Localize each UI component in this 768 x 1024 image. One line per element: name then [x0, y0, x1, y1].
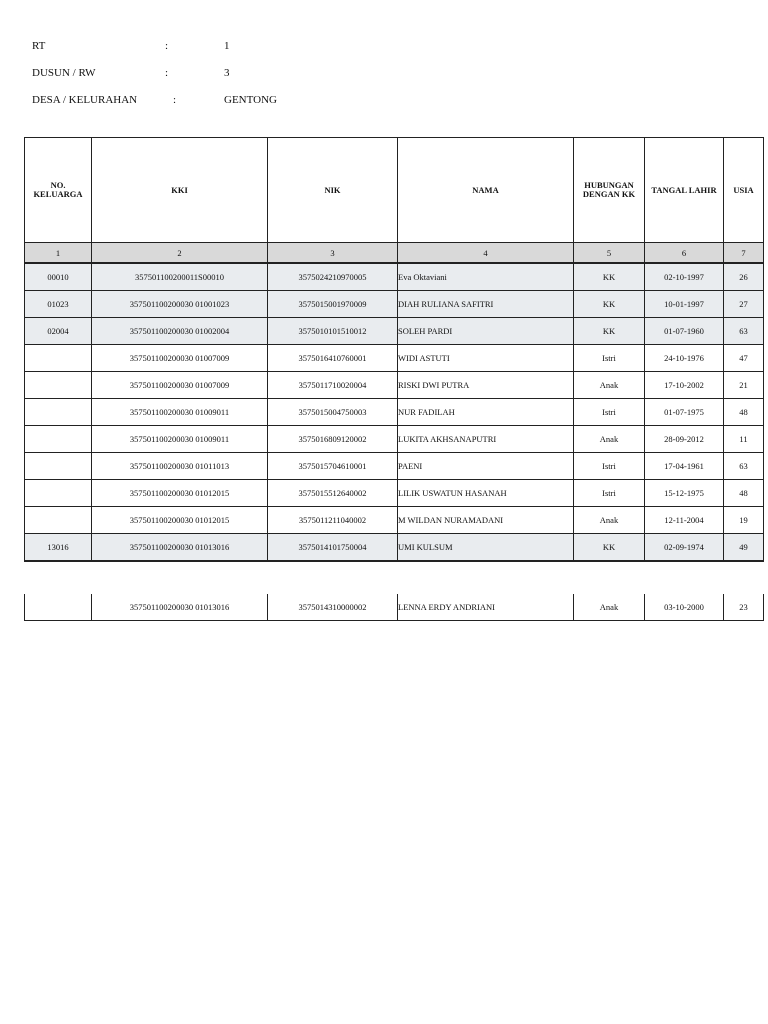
- cell-nik: 3575024210970005: [268, 263, 398, 291]
- rt-label: RT: [32, 40, 46, 52]
- cell-usia: 27: [724, 291, 764, 318]
- dusun-label: DUSUN / RW: [32, 67, 96, 79]
- col-number: 3: [268, 243, 398, 264]
- cell-nama: LUKITA AKHSANAPUTRI: [398, 426, 574, 453]
- table-row: [25, 453, 764, 480]
- cell-tanggal-lahir: 03-10-2000: [645, 594, 724, 621]
- cell-hubungan: Istri: [574, 399, 645, 426]
- cell-hubungan: KK: [574, 263, 645, 291]
- cell-hubungan: KK: [574, 318, 645, 345]
- desa-separator: :: [173, 94, 177, 106]
- cell-usia: 63: [724, 318, 764, 345]
- table-row: [25, 263, 764, 291]
- cell-usia: 49: [724, 534, 764, 562]
- cell-nama: LENNA ERDY ANDRIANI: [398, 594, 574, 621]
- cell-no-keluarga: [25, 480, 92, 507]
- cell-usia: 23: [724, 594, 764, 621]
- cell-hubungan: Anak: [574, 507, 645, 534]
- rt-separator: :: [165, 40, 169, 52]
- cell-nik: 3575015001970009: [268, 291, 398, 318]
- table-body: [25, 263, 764, 561]
- dusun-separator: :: [165, 67, 169, 79]
- cell-no-keluarga: [25, 399, 92, 426]
- header-nama: NAMA: [398, 138, 574, 243]
- cell-nik: 3575014310000002: [268, 594, 398, 621]
- cell-usia: 48: [724, 399, 764, 426]
- table-row: [25, 372, 764, 399]
- header-hubungan: HUBUNGAN DENGAN KK: [574, 138, 645, 243]
- cell-nik: 3575015004750003: [268, 399, 398, 426]
- cell-nama: M WILDAN NURAMADANI: [398, 507, 574, 534]
- desa-value: GENTONG: [224, 94, 277, 106]
- cell-usia: 21: [724, 372, 764, 399]
- cell-tanggal-lahir: 17-04-1961: [645, 453, 724, 480]
- cell-no-keluarga: 13016: [25, 534, 92, 562]
- cell-usia: 19: [724, 507, 764, 534]
- table-row: [25, 345, 764, 372]
- cell-kki: 357501100200030 01012015: [92, 480, 268, 507]
- col-number: 7: [724, 243, 764, 264]
- table-row: [25, 594, 764, 621]
- header-no-keluarga: NO. KELUARGA: [25, 138, 92, 243]
- cell-no-keluarga: [25, 372, 92, 399]
- cell-kki: 357501100200030 01011013: [92, 453, 268, 480]
- cell-nama: SOLEH PARDI: [398, 318, 574, 345]
- table-row: [25, 534, 764, 562]
- table-body-continued: [25, 594, 764, 621]
- cell-no-keluarga: [25, 507, 92, 534]
- header-usia: USIA: [724, 138, 764, 243]
- cell-tanggal-lahir: 15-12-1975: [645, 480, 724, 507]
- cell-nama: DIAH RULIANA SAFITRI: [398, 291, 574, 318]
- dusun-value: 3: [224, 67, 230, 79]
- cell-usia: 47: [724, 345, 764, 372]
- cell-hubungan: Istri: [574, 345, 645, 372]
- cell-tanggal-lahir: 24-10-1976: [645, 345, 724, 372]
- table-row: [25, 507, 764, 534]
- cell-nik: 3575011211040002: [268, 507, 398, 534]
- cell-hubungan: Istri: [574, 480, 645, 507]
- cell-tanggal-lahir: 28-09-2012: [645, 426, 724, 453]
- cell-hubungan: Anak: [574, 372, 645, 399]
- cell-usia: 48: [724, 480, 764, 507]
- cell-kki: 357501100200030 01009011: [92, 426, 268, 453]
- col-number: 5: [574, 243, 645, 264]
- table-row: [25, 291, 764, 318]
- cell-kki: 357501100200011S00010: [92, 263, 268, 291]
- population-table-continued: [24, 594, 764, 621]
- cell-usia: 26: [724, 263, 764, 291]
- cell-kki: 357501100200030 01012015: [92, 507, 268, 534]
- cell-nama: Eva Oktaviani: [398, 263, 574, 291]
- cell-nama: RISKI DWI PUTRA: [398, 372, 574, 399]
- cell-nama: NUR FADILAH: [398, 399, 574, 426]
- cell-nik: 3575014101750004: [268, 534, 398, 562]
- cell-nik: 3575010101510012: [268, 318, 398, 345]
- cell-tanggal-lahir: 12-11-2004: [645, 507, 724, 534]
- cell-no-keluarga: 02004: [25, 318, 92, 345]
- cell-usia: 11: [724, 426, 764, 453]
- cell-kki: 357501100200030 01013016: [92, 534, 268, 562]
- header-tanggal-lahir: TANGAL LAHIR: [645, 138, 724, 243]
- col-number: 1: [25, 243, 92, 264]
- cell-kki: 357501100200030 01007009: [92, 372, 268, 399]
- cell-usia: 63: [724, 453, 764, 480]
- cell-kki: 357501100200030 01007009: [92, 345, 268, 372]
- cell-tanggal-lahir: 02-10-1997: [645, 263, 724, 291]
- col-number: 2: [92, 243, 268, 264]
- cell-no-keluarga: 01023: [25, 291, 92, 318]
- cell-nik: 3575011710020004: [268, 372, 398, 399]
- table-row: [25, 426, 764, 453]
- table-row: [25, 318, 764, 345]
- cell-kki: 357501100200030 01002004: [92, 318, 268, 345]
- col-number: 6: [645, 243, 724, 264]
- cell-no-keluarga: [25, 426, 92, 453]
- cell-kki: 357501100200030 01009011: [92, 399, 268, 426]
- cell-no-keluarga: [25, 594, 92, 621]
- cell-no-keluarga: [25, 345, 92, 372]
- table-header-row: [25, 138, 764, 243]
- cell-hubungan: KK: [574, 534, 645, 562]
- cell-tanggal-lahir: 17-10-2002: [645, 372, 724, 399]
- cell-no-keluarga: 00010: [25, 263, 92, 291]
- table-row: [25, 399, 764, 426]
- cell-nama: UMI KULSUM: [398, 534, 574, 562]
- header-kki: KKI: [92, 138, 268, 243]
- table-row: [25, 480, 764, 507]
- cell-nik: 3575016809120002: [268, 426, 398, 453]
- cell-tanggal-lahir: 01-07-1975: [645, 399, 724, 426]
- population-table: [24, 137, 764, 562]
- cell-nik: 3575015704610001: [268, 453, 398, 480]
- rt-value: 1: [224, 40, 230, 52]
- cell-nama: WIDI ASTUTI: [398, 345, 574, 372]
- cell-kki: 357501100200030 01013016: [92, 594, 268, 621]
- header-nik: NIK: [268, 138, 398, 243]
- cell-tanggal-lahir: 02-09-1974: [645, 534, 724, 562]
- cell-nik: 3575015512640002: [268, 480, 398, 507]
- cell-hubungan: Anak: [574, 594, 645, 621]
- cell-tanggal-lahir: 01-07-1960: [645, 318, 724, 345]
- column-number-row: [25, 243, 764, 264]
- cell-no-keluarga: [25, 453, 92, 480]
- cell-nama: PAENI: [398, 453, 574, 480]
- cell-kki: 357501100200030 01001023: [92, 291, 268, 318]
- col-number: 4: [398, 243, 574, 264]
- cell-nik: 3575016410760001: [268, 345, 398, 372]
- cell-hubungan: KK: [574, 291, 645, 318]
- cell-tanggal-lahir: 10-01-1997: [645, 291, 724, 318]
- cell-nama: LILIK USWATUN HASANAH: [398, 480, 574, 507]
- cell-hubungan: Anak: [574, 426, 645, 453]
- cell-hubungan: Istri: [574, 453, 645, 480]
- desa-label: DESA / KELURAHAN: [32, 94, 138, 106]
